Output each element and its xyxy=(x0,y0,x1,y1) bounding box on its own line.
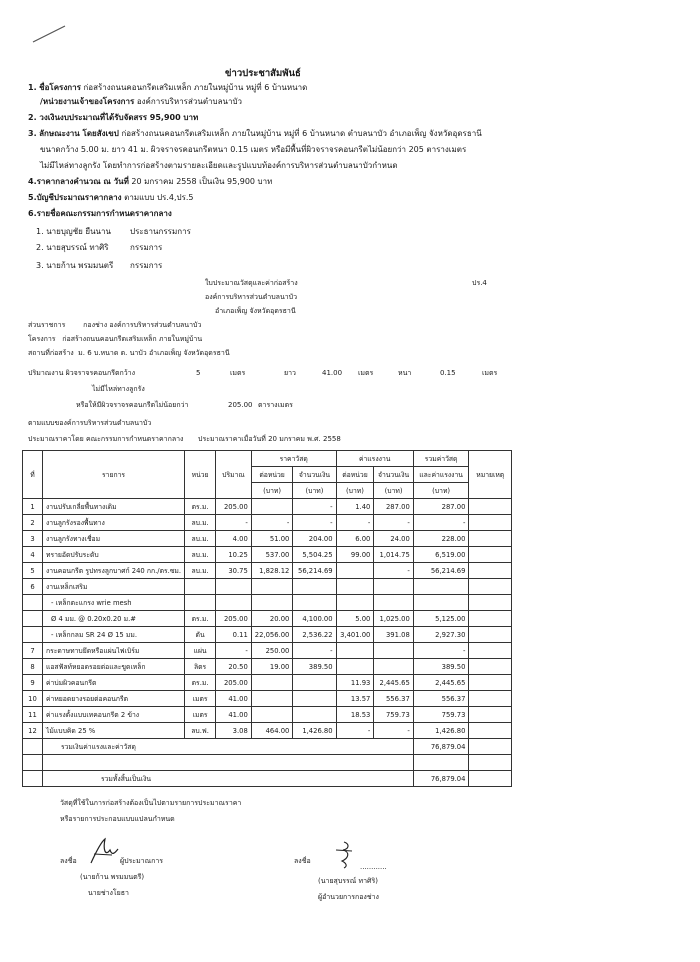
row-remark xyxy=(469,691,512,707)
pen-mark xyxy=(30,22,70,47)
row-remark xyxy=(469,547,512,563)
row-total: - xyxy=(413,643,469,659)
row-mat-unit: 1,828.12 xyxy=(251,563,293,579)
row-item: Ø 4 มม. @ 0.20x0.20 ม.# xyxy=(42,611,184,627)
row-mat-amount: 2,536.22 xyxy=(293,627,336,643)
table-row xyxy=(23,707,512,723)
item-1-no: 1. xyxy=(28,83,37,92)
row-lab-unit xyxy=(336,659,374,675)
row-mat-amount: 56,214.69 xyxy=(293,563,336,579)
no-shoulder: ไม่มีไหล่ทางลูกรัง xyxy=(92,385,145,393)
item-4-label: 4.ราคากลางคำนวณ ณ วันที่ xyxy=(28,177,129,186)
table-row xyxy=(23,515,512,531)
row-mat-unit: 250.00 xyxy=(251,643,293,659)
row-lab-amount: 391.08 xyxy=(374,627,413,643)
row-lab-unit: 6.00 xyxy=(336,531,374,547)
right-sign-label: ลงชื่อ xyxy=(294,857,311,865)
header-unit: หน่วย xyxy=(185,451,216,499)
table-row xyxy=(23,611,512,627)
place-value: ม. 6 บ.หนาด ต. นาบัว อำเภอเพ็ญ จังหวัดอุดรธานี xyxy=(78,349,230,357)
committee-1-role: ประธานกรรมการ xyxy=(130,227,191,236)
row-mat-unit xyxy=(251,675,293,691)
row-mat-amount xyxy=(293,675,336,691)
committee-2-role: กรรมการ xyxy=(130,243,163,252)
header-lab-amount: จำนวนเงิน xyxy=(374,467,413,483)
row-mat-unit: 22,056.00 xyxy=(251,627,293,643)
sub-header-line2: องค์การบริหารส่วนตำบลนาบัว xyxy=(205,293,298,301)
right-sign-name: (นายสุบรรณ์ ทาศิริ) xyxy=(318,877,378,885)
project-row xyxy=(28,334,202,345)
item-2 xyxy=(28,112,198,123)
row-no: 9 xyxy=(23,675,43,691)
item-1-label: ชื่อโครงการ xyxy=(39,83,81,92)
row-qty: - xyxy=(216,515,252,531)
row-no xyxy=(23,611,43,627)
row-item: ค่าบ่มผิวคอนกรีต xyxy=(42,675,184,691)
row-qty: 205.00 xyxy=(216,675,252,691)
row-unit: เมตร xyxy=(185,691,216,707)
row-total: - xyxy=(413,515,469,531)
row-total: 1,426.80 xyxy=(413,723,469,739)
row-lab-unit: - xyxy=(336,723,374,739)
right-sign-title: ผู้อำนวยการกองช่าง xyxy=(318,893,379,901)
row-remark xyxy=(469,595,512,611)
row-total: 556.37 xyxy=(413,691,469,707)
row-mat-amount: 1,426.80 xyxy=(293,723,336,739)
form-code: ปร.4 xyxy=(472,279,487,287)
row-lab-amount xyxy=(374,643,413,659)
committee-no: 3. xyxy=(36,261,44,270)
row-no: 4 xyxy=(23,547,43,563)
row-no: 12 xyxy=(23,723,43,739)
row-lab-amount xyxy=(374,595,413,611)
row-mat-unit xyxy=(251,579,293,595)
table-row xyxy=(23,579,512,595)
area-unit: ตารางเมตร xyxy=(258,401,293,409)
sub-header-line1: ใบประมาณวัสดุและค่าก่อสร้าง xyxy=(205,279,298,287)
row-unit: ลบ.ฟ. xyxy=(185,723,216,739)
row-remark xyxy=(469,675,512,691)
row-mat-unit xyxy=(251,691,293,707)
row-unit: แผ่น xyxy=(185,643,216,659)
document-heading: ข่าวประชาสัมพันธ์ xyxy=(225,68,301,79)
note-line1: วัสดุที่ใช้ในการก่อสร้างต้องเป็นไปตามรายการประมาณราคา xyxy=(60,799,242,807)
item-5 xyxy=(28,192,194,203)
per-plan: ตามแบบของค์การบริหารส่วนตำบลนาบัว xyxy=(28,419,152,427)
qty-unit-1: เมตร xyxy=(230,369,246,377)
row-item: แอสฟัลท์หยอดรอยต่อและขูดเหล็ก xyxy=(42,659,184,675)
row-qty: 30.75 xyxy=(216,563,252,579)
item-3-text: ก่อสร้างถนนคอนกรีตเสริมเหล็ก ภายในหมู่บ้าน หมู่ที่ 6 บ้านหนาด ตำบลนาบัว อำเภอเพ็ญ จังหวัดอุดรธานี xyxy=(121,129,482,138)
row-lab-amount: 1,014.75 xyxy=(374,547,413,563)
row-total: 759.73 xyxy=(413,707,469,723)
row-mat-unit: 20.00 xyxy=(251,611,293,627)
row-mat-unit xyxy=(251,499,293,515)
item-2-no: 2. xyxy=(28,113,37,122)
row-remark xyxy=(469,499,512,515)
row-remark xyxy=(469,531,512,547)
row-mat-amount: 5,504.25 xyxy=(293,547,336,563)
project-label: โครงการ xyxy=(28,335,56,343)
row-qty: 10.25 xyxy=(216,547,252,563)
qty-thick-label: หนา xyxy=(398,369,412,377)
item-2-label: วงเงินงบประมาณที่ได้รับจัดสรร 95,900 บาท xyxy=(39,113,199,122)
row-mat-amount xyxy=(293,595,336,611)
header-labor: ค่าแรงงาน xyxy=(336,451,413,467)
item-5-text: ตามแบบ ปร.4,ปร.5 xyxy=(124,193,194,202)
row-remark xyxy=(469,579,512,595)
header-no: ที่ xyxy=(23,451,43,499)
row-mat-amount: 204.00 xyxy=(293,531,336,547)
row-lab-unit: 99.00 xyxy=(336,547,374,563)
row-lab-amount xyxy=(374,659,413,675)
row-item: ทรายอัดปรับระดับ xyxy=(42,547,184,563)
row-unit: ลิตร xyxy=(185,659,216,675)
estimator: ประมาณราคาโดย คณะกรรมการกำหนดราคากลาง xyxy=(28,435,184,443)
table-row xyxy=(23,675,512,691)
item-3 xyxy=(28,128,482,139)
cost-table xyxy=(22,450,512,787)
header-baht: (บาท) xyxy=(413,483,469,499)
table-header-row xyxy=(23,451,512,467)
row-lab-unit: 11.93 xyxy=(336,675,374,691)
item-1 xyxy=(28,82,307,93)
area-label: หรือให้มีผิวจราจรคอนกรีตไม่น้อยกว่า xyxy=(76,401,189,409)
subtotal-row xyxy=(23,739,512,755)
row-no: 8 xyxy=(23,659,43,675)
note-line2: หรือรายการประกอบแบบแปลนกำหนด xyxy=(60,815,175,823)
table-row xyxy=(23,531,512,547)
row-remark xyxy=(469,659,512,675)
row-mat-unit: 464.00 xyxy=(251,723,293,739)
row-qty xyxy=(216,579,252,595)
row-total: 287.00 xyxy=(413,499,469,515)
row-unit: ตัน xyxy=(185,627,216,643)
row-item: - เหล็กกลม SR 24 Ø 15 มม. xyxy=(42,627,184,643)
subtotal-value: 76,879.04 xyxy=(413,739,469,755)
header-baht: (บาท) xyxy=(374,483,413,499)
row-total: 5,125.00 xyxy=(413,611,469,627)
row-remark xyxy=(469,707,512,723)
row-mat-amount: - xyxy=(293,499,336,515)
qty-label: ปริมาณงาน ผิวจราจรคอนกรีตกว้าง xyxy=(28,369,136,377)
row-no: 2 xyxy=(23,515,43,531)
row-qty xyxy=(216,595,252,611)
row-item: งานลูกรังรองพื้นทาง xyxy=(42,515,184,531)
row-unit: ตร.ม. xyxy=(185,611,216,627)
left-sign-name: (นายก้าน พรมมนตรี) xyxy=(80,873,145,881)
row-remark xyxy=(469,723,512,739)
committee-2 xyxy=(36,242,109,253)
subtotal-label: รวมเงินค่าแรงและค่าวัสดุ xyxy=(42,739,413,755)
row-item: งานคอนกรีต รูปทรงลูกบาศก์ 240 กก./ตร.ซม. xyxy=(42,563,184,579)
qty-unit-2: เมตร xyxy=(358,369,374,377)
qty-length: 41.00 xyxy=(322,369,343,377)
table-row xyxy=(23,643,512,659)
item-3-label: ลักษณะงาน โดยสังเขป xyxy=(39,129,119,138)
committee-no: 2. xyxy=(36,243,44,252)
row-total: 2,927.30 xyxy=(413,627,469,643)
row-unit: ลบ.ม. xyxy=(185,515,216,531)
row-lab-unit: - xyxy=(336,515,374,531)
row-lab-unit: 18.53 xyxy=(336,707,374,723)
row-qty: 205.00 xyxy=(216,611,252,627)
item-4 xyxy=(28,176,272,187)
row-qty: 3.08 xyxy=(216,723,252,739)
row-lab-unit xyxy=(336,563,374,579)
committee-3-role: กรรมการ xyxy=(130,261,163,270)
row-lab-unit xyxy=(336,595,374,611)
item-4-text: 20 มกราคม 2558 เป็นเงิน 95,900 บาท xyxy=(131,177,273,186)
row-lab-unit: 5.00 xyxy=(336,611,374,627)
row-unit xyxy=(185,579,216,595)
header-qty: ปริมาณ xyxy=(216,451,252,499)
row-lab-amount xyxy=(374,579,413,595)
row-no: 6 xyxy=(23,579,43,595)
row-unit: ลบ.ม. xyxy=(185,531,216,547)
row-qty: 4.00 xyxy=(216,531,252,547)
item-3-no: 3. xyxy=(28,129,37,138)
row-lab-amount: - xyxy=(374,723,413,739)
row-qty: 41.00 xyxy=(216,707,252,723)
item-1b xyxy=(40,96,242,107)
row-mat-amount xyxy=(293,707,336,723)
row-mat-unit xyxy=(251,707,293,723)
row-remark xyxy=(469,563,512,579)
row-item: ค่าหยอดยางรอยต่อคอนกรีต xyxy=(42,691,184,707)
row-total: 56,214.69 xyxy=(413,563,469,579)
header-remark: หมายเหตุ xyxy=(469,451,512,499)
row-total xyxy=(413,579,469,595)
header-material: ราคาวัสดุ xyxy=(251,451,336,467)
committee-name: นายบุญชัย ยืนนาน xyxy=(46,227,111,236)
row-remark xyxy=(469,515,512,531)
row-lab-unit: 1.40 xyxy=(336,499,374,515)
qty-long-label: ยาว xyxy=(284,369,296,377)
right-sign-dots: ............ xyxy=(360,863,387,871)
row-remark xyxy=(469,643,512,659)
row-no: 5 xyxy=(23,563,43,579)
item-1b-label: /หน่วยงานเจ้าของโครงการ xyxy=(40,97,135,106)
right-signature xyxy=(334,840,356,870)
header-baht: (บาท) xyxy=(251,483,293,499)
row-lab-unit: 3,401.00 xyxy=(336,627,374,643)
row-no: 3 xyxy=(23,531,43,547)
dept-row xyxy=(28,320,201,331)
row-item: ค่าแรงตั้งแบบเทคอนกรีต 2 ข้าง xyxy=(42,707,184,723)
left-sign-label: ลงชื่อ xyxy=(60,857,77,865)
table-row xyxy=(23,499,512,515)
row-unit: เมตร xyxy=(185,707,216,723)
row-item: - เหล็กตะแกรง wrie mesh xyxy=(42,595,184,611)
row-mat-amount: 4,100.00 xyxy=(293,611,336,627)
row-qty: 0.11 xyxy=(216,627,252,643)
row-remark xyxy=(469,611,512,627)
row-qty: - xyxy=(216,643,252,659)
row-qty: 41.00 xyxy=(216,691,252,707)
row-item: กระดาษทาบยึดหรือแผ่นไฟเบิร์ม xyxy=(42,643,184,659)
row-item: งานลูกรังทางเชื่อม xyxy=(42,531,184,547)
dept-value: กองช่าง องค์การบริหารส่วนตำบลนาบัว xyxy=(83,321,202,329)
committee-name: นายสุบรรณ์ ทาศิริ xyxy=(46,243,109,252)
row-item: งานเหล็กเสริม xyxy=(42,579,184,595)
row-no: 7 xyxy=(23,643,43,659)
table-row xyxy=(23,627,512,643)
header-mat-amount: จำนวนเงิน xyxy=(293,467,336,483)
row-qty: 205.00 xyxy=(216,499,252,515)
row-lab-amount: 287.00 xyxy=(374,499,413,515)
row-mat-amount: - xyxy=(293,643,336,659)
row-mat-unit: - xyxy=(251,515,293,531)
row-no: 1 xyxy=(23,499,43,515)
item-1-text: ก่อสร้างถนนคอนกรีตเสริมเหล็ก ภายในหมู่บ้าน หมู่ที่ 6 บ้านหนาด xyxy=(83,83,308,92)
row-remark xyxy=(469,627,512,643)
project-value: ก่อสร้างถนนคอนกรีตเสริมเหล็ก ภายในหมู่บ้าน xyxy=(62,335,203,343)
qty-thick: 0.15 xyxy=(440,369,456,377)
row-lab-unit xyxy=(336,579,374,595)
header-lab-unit: ต่อหน่วย xyxy=(336,467,374,483)
row-no: 10 xyxy=(23,691,43,707)
row-unit: ตร.ม. xyxy=(185,499,216,515)
qty-width: 5 xyxy=(196,369,201,377)
place-row xyxy=(28,348,230,359)
table-row xyxy=(23,723,512,739)
row-qty: 20.50 xyxy=(216,659,252,675)
row-mat-amount xyxy=(293,579,336,595)
row-mat-unit: 537.00 xyxy=(251,547,293,563)
header-total: รวมค่าวัสดุ xyxy=(413,451,469,467)
item-3-line3: ไม่มีไหล่ทางลูกรัง โดยทำการก่อสร้างตามรายละเอียดและรูปแบบท้องค์การบริหารส่วนตำบลนาบัวกำหนด xyxy=(40,161,398,170)
row-lab-amount: 2,445.65 xyxy=(374,675,413,691)
committee-1 xyxy=(36,226,111,237)
row-total: 389.50 xyxy=(413,659,469,675)
row-mat-unit: 51.00 xyxy=(251,531,293,547)
row-unit xyxy=(185,595,216,611)
header-mat-unit: ต่อหน่วย xyxy=(251,467,293,483)
header-total-sub: และค่าแรงงาน xyxy=(413,467,469,483)
left-sign-role: ผู้ประมาณการ xyxy=(120,857,164,865)
header-baht: (บาท) xyxy=(336,483,374,499)
place-label: สถานที่ก่อสร้าง xyxy=(28,349,74,357)
header-item: รายการ xyxy=(42,451,184,499)
blank-row xyxy=(23,755,512,771)
item-3-line2: ขนาดกว้าง 5.00 ม. ยาว 41 ม. ผิวจราจรคอนกรีตหนา 0.15 เมตร หรือมีพื้นที่ผิวจราจรคอนกรีตไม่น้อยกว่า 205 ตารางเมตร xyxy=(40,145,467,154)
row-lab-unit: 13.57 xyxy=(336,691,374,707)
row-mat-amount: 389.50 xyxy=(293,659,336,675)
grand-total-row xyxy=(23,771,512,787)
row-item: ไม้แบบคิด 25 % xyxy=(42,723,184,739)
row-lab-amount: - xyxy=(374,515,413,531)
row-total: 2,445.65 xyxy=(413,675,469,691)
row-total: 6,519.00 xyxy=(413,547,469,563)
sub-header-line3: อำเภอเพ็ญ จังหวัดอุดรธานี xyxy=(215,307,296,315)
item-6-label: 6.รายชื่อคณะกรรมการกำหนดราคากลาง xyxy=(28,209,172,218)
row-mat-unit: 19.00 xyxy=(251,659,293,675)
row-lab-amount: - xyxy=(374,563,413,579)
table-row xyxy=(23,595,512,611)
row-no xyxy=(23,595,43,611)
left-sign-title: นายช่างโยธา xyxy=(88,889,129,897)
row-lab-amount: 556.37 xyxy=(374,691,413,707)
dept-label: ส่วนราชการ xyxy=(28,321,66,329)
row-unit: ลบ.ม. xyxy=(185,563,216,579)
item-5-label: 5.บัญชีประมาณราคากลาง xyxy=(28,193,122,202)
table-row xyxy=(23,563,512,579)
row-item: งานปรับเกลี่ยพื้นทางเดิม xyxy=(42,499,184,515)
row-lab-amount: 759.73 xyxy=(374,707,413,723)
row-lab-unit xyxy=(336,643,374,659)
grand-total-label: รวมทั้งสิ้นเป็นเงิน xyxy=(42,771,413,787)
item-1b-text: องค์การบริหารส่วนตำบลนาบัว xyxy=(136,97,243,106)
area-value: 205.00 xyxy=(228,401,253,409)
table-row xyxy=(23,659,512,675)
committee-name: นายก้าน พรมมนตรี xyxy=(46,261,114,270)
row-total xyxy=(413,595,469,611)
table-row xyxy=(23,691,512,707)
row-lab-amount: 24.00 xyxy=(374,531,413,547)
row-unit: ลบ.ม. xyxy=(185,547,216,563)
row-mat-amount xyxy=(293,691,336,707)
left-signature xyxy=(88,836,120,866)
table-row xyxy=(23,547,512,563)
estimate-date: ประมาณราคาเมื่อวันที่ 20 มกราคม พ.ศ. 2558 xyxy=(198,435,341,443)
committee-no: 1. xyxy=(36,227,44,236)
row-total: 228.00 xyxy=(413,531,469,547)
header-baht: (บาท) xyxy=(293,483,336,499)
cost-table-body xyxy=(23,499,512,739)
grand-total-value: 76,879.04 xyxy=(413,771,469,787)
row-lab-amount: 1,025.00 xyxy=(374,611,413,627)
row-mat-unit xyxy=(251,595,293,611)
row-unit: ตร.ม. xyxy=(185,675,216,691)
qty-unit-3: เมตร xyxy=(482,369,498,377)
row-mat-amount: - xyxy=(293,515,336,531)
committee-3 xyxy=(36,260,113,271)
row-no: 11 xyxy=(23,707,43,723)
row-no xyxy=(23,627,43,643)
